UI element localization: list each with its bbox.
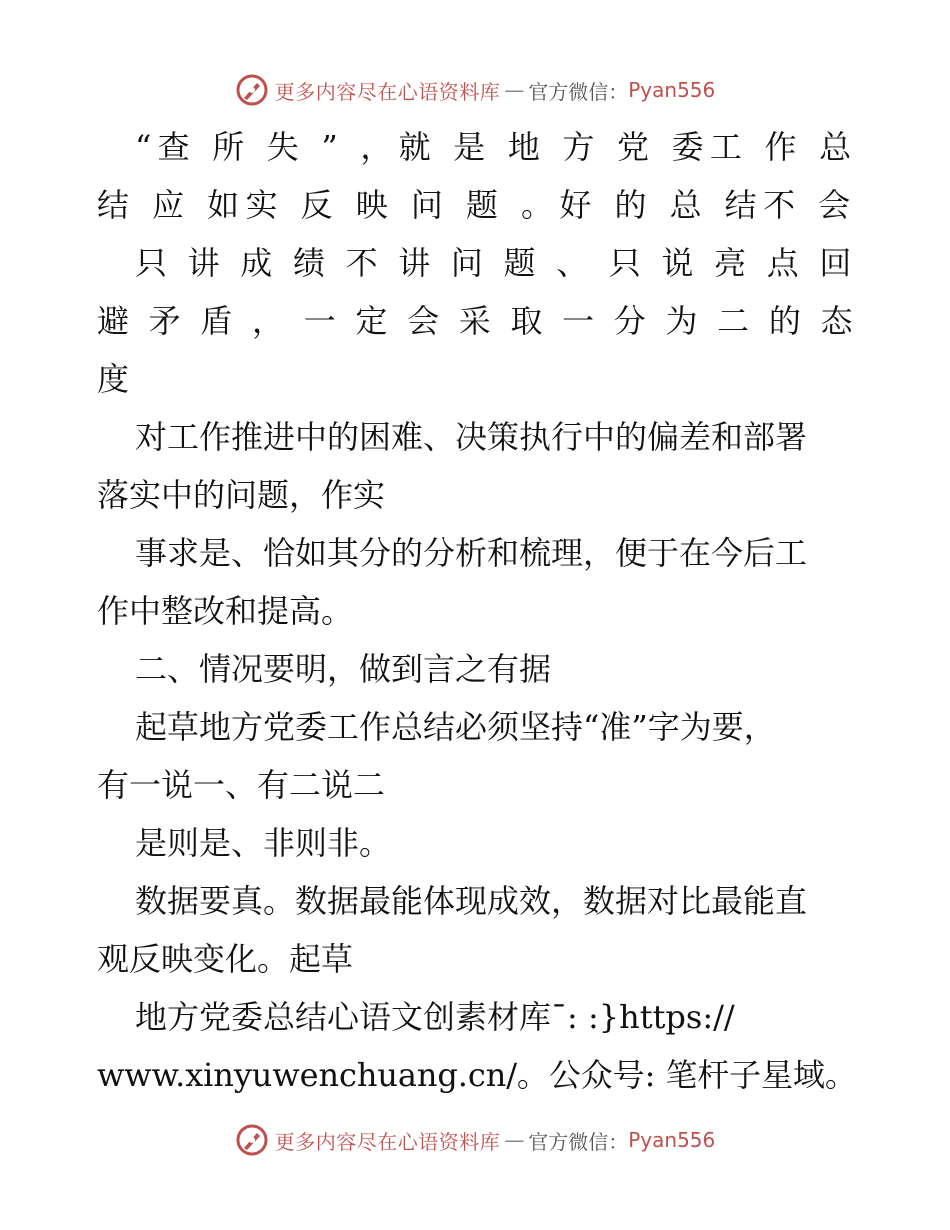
paragraph-line: 起草地方党委工作总结必须坚持“准”字为要，	[135, 708, 776, 746]
paragraph-line: www.xinyuwenchuang.cn/。公众号: 笔杆子星域。	[97, 1056, 857, 1094]
watermark-wechat-id: Pyan556	[628, 78, 716, 102]
paragraph-line: 结 应 如实 反 映 问 题 。好 的 总 结不 会	[97, 186, 857, 224]
watermark-separator: —	[504, 78, 525, 102]
pen-logo-icon	[235, 73, 269, 107]
paragraph-line: 落实中的问题，作实	[97, 476, 386, 514]
watermark-text: 更多内容尽在心语资料库	[274, 79, 501, 104]
watermark-separator: —	[504, 1128, 525, 1152]
watermark-wechat-id: Pyan556	[628, 1128, 716, 1152]
paragraph-line: 对工作推进中的困难、决策执行中的偏差和部署	[135, 418, 808, 456]
paragraph-line: 有一说一、有二说二	[97, 766, 386, 804]
paragraph-line: 观反映变化。起草	[97, 940, 354, 978]
paragraph-line: 事求是、恰如其分的分析和梳理，便于在今后工	[135, 534, 808, 572]
watermark-text: 更多内容尽在心语资料库	[274, 1129, 501, 1154]
paragraph-line: 作中整改和提高。	[97, 592, 354, 630]
watermark-label: 官方微信：	[528, 1129, 629, 1154]
section-heading: 二、情况要明，做到言之有据	[135, 650, 552, 688]
footer-watermark	[0, 1120, 950, 1160]
pen-logo-icon	[235, 1123, 269, 1157]
paragraph-line: 只 讲 成 绩 不 讲 问 题 、 只 说 亮 点 回	[135, 244, 857, 282]
paragraph-line: 数据要真。数据最能体现成效，数据对比最能直	[135, 882, 808, 920]
paragraph-line: 是则是、非则非。	[135, 824, 392, 862]
paragraph-line: 地方党委总结心语文创素材库¯: :}https://	[135, 998, 735, 1036]
watermark-label: 官方微信：	[528, 79, 629, 104]
paragraph-line: 度	[97, 360, 130, 398]
paragraph-line: “查 所 失 ” ，就 是 地 方 党 委工 作 总	[135, 128, 858, 166]
paragraph-line: 避 矛 盾 ， 一 定 会 采 取 一 分 为 二 的 态	[97, 302, 858, 340]
header-watermark	[0, 70, 950, 110]
